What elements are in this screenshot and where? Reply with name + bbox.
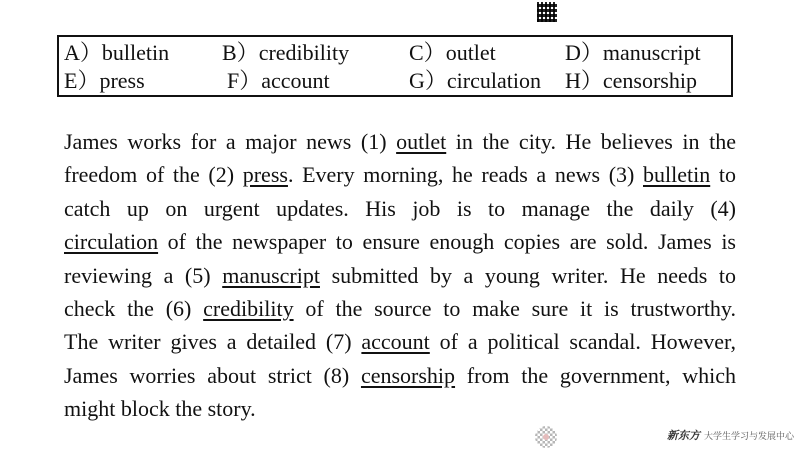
option-letter: A）: [64, 40, 102, 65]
passage-text: submitted by a young writer. He needs to: [319, 262, 736, 288]
option-word: circulation: [446, 68, 541, 93]
answer-2: press: [242, 162, 288, 188]
passage-line: [64, 158, 736, 191]
option-word: outlet: [445, 40, 496, 65]
passage-line: [64, 392, 736, 425]
answer-3: bulletin: [643, 162, 711, 188]
passage-text: . Every morning, he reads a news (3): [287, 162, 643, 188]
option-d: [565, 40, 701, 66]
passage-text: of the source to make sure it is trustworthy.: [293, 295, 736, 321]
option-word: bulletin: [101, 40, 170, 65]
passage-text: freedom of the (2): [64, 162, 243, 188]
option-letter: H）: [565, 68, 603, 93]
passage-text: of the newspaper to ensure enough copies are sold. James is: [158, 229, 736, 255]
option-g: [409, 68, 541, 94]
passage-text: The writer gives a detailed (7): [64, 329, 362, 355]
option-word: manuscript: [602, 40, 701, 65]
passage-text: might block the story.: [64, 396, 256, 422]
option-letter: F）: [227, 68, 262, 93]
passage-line: [64, 259, 736, 292]
passage-text: reviewing a (5): [64, 262, 223, 288]
option-letter: B）: [222, 40, 259, 65]
logo-mark: 新东方: [667, 429, 700, 442]
passage-line: [64, 325, 736, 358]
answer-4: circulation: [64, 229, 159, 255]
option-word: press: [99, 68, 145, 93]
passage-line: [64, 359, 736, 392]
passage-text: of a political scandal. However,: [429, 329, 737, 355]
passage-text: check the (6): [64, 295, 204, 321]
logo-text: 大学生学习与发展中心: [704, 432, 795, 442]
passage-line: [64, 125, 736, 158]
option-b: [222, 40, 349, 66]
passage-text: to: [710, 162, 736, 188]
passage-line: [64, 292, 736, 325]
passage-text: in the city. He believes in the: [446, 129, 736, 154]
option-letter: D）: [565, 40, 603, 65]
qr-code-bottom: [535, 426, 557, 448]
qr-code-top: [537, 2, 557, 22]
passage-line: [64, 225, 736, 258]
passage-text: from the government, which: [455, 362, 736, 388]
option-word: credibility: [258, 40, 350, 65]
answer-7: account: [361, 329, 430, 355]
option-f: [227, 68, 330, 94]
option-letter: C）: [409, 40, 446, 65]
option-word: censorship: [602, 68, 697, 93]
answer-1: outlet: [396, 129, 447, 154]
option-word: account: [261, 68, 330, 93]
option-e: [64, 68, 145, 94]
answer-5: manuscript: [222, 262, 320, 288]
passage-text: James works for a major news (1): [64, 129, 397, 154]
answer-6: credibility: [203, 295, 294, 321]
option-h: [565, 68, 697, 94]
option-a: [64, 40, 169, 66]
passage-text: catch up on urgent updates. His job is to manage the daily (4): [64, 195, 736, 221]
passage: [64, 125, 736, 426]
publisher-logo: [667, 429, 797, 443]
option-letter: G）: [409, 68, 447, 93]
option-c: [409, 40, 496, 66]
passage-line: [64, 192, 736, 225]
answer-8: censorship: [360, 362, 456, 388]
passage-text: James worries about strict (8): [64, 362, 361, 388]
option-letter: E）: [64, 68, 100, 93]
